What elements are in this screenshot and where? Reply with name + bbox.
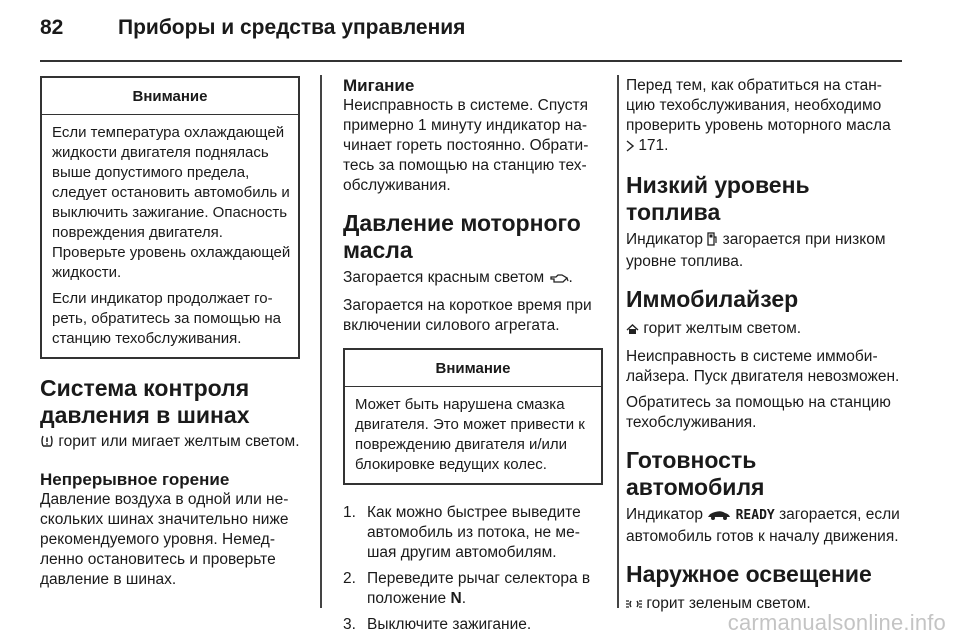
fuel-heading: Низкий уровень топлива xyxy=(626,172,810,225)
tire-pressure-icon xyxy=(40,434,54,454)
blink-text: Неисправность в системе. Спустя примерно 1 минуту индикатор начинает гореть постоянно. Обратитесь за помощью на станцию техобслуживания. xyxy=(343,97,589,194)
arrow-ref-icon xyxy=(626,138,634,158)
immobilizer-icon xyxy=(626,321,639,341)
ready-text: Индикатор xyxy=(626,506,703,523)
fuel-text: Индикатор xyxy=(626,231,703,248)
oil-text-end: . xyxy=(568,269,573,286)
blink-heading: Мигание xyxy=(343,76,415,95)
column-middle xyxy=(343,76,603,641)
car-icon xyxy=(707,507,731,527)
intro-text: Перед тем, как обратиться на станцию техобслуживания, необходимо проверить уровень моторного масла xyxy=(626,77,891,134)
oil-pressure-heading: Давление моторного масла xyxy=(343,210,581,263)
page-header xyxy=(0,0,960,62)
page-number: 82 xyxy=(40,16,64,39)
column-left xyxy=(40,76,300,590)
fuel-text-end: загорается при низком уровне топлива. xyxy=(626,231,886,270)
column-divider xyxy=(320,75,322,608)
warning-box-title: Внимание xyxy=(42,78,298,115)
warning-box xyxy=(343,348,603,485)
immobilizer-text-3: Обратитесь за помощью на станцию техобслуживания. xyxy=(626,394,891,431)
oil-can-icon xyxy=(549,270,569,290)
oil-text: Загорается красным светом xyxy=(343,269,545,286)
warning-paragraph: Может быть нарушена смазка двигателя. Это может привести к повреждению двигателя и/или блокировке ведущих колес. xyxy=(355,396,585,473)
immobilizer-text: горит желтым светом. xyxy=(643,320,802,337)
list-item: 3. Выключите зажигание. xyxy=(343,616,532,633)
continuous-text: Давление воздуха в одной или нескольких шинах значительно ниже рекомендуемого уровня. Немедленно остановитесь и проверьте давление в шинах. xyxy=(40,491,289,588)
tire-pressure-heading: Система контроля давления в шинах xyxy=(40,375,250,428)
ready-label: READY xyxy=(735,508,775,523)
continuous-heading: Непрерывное горение xyxy=(40,470,230,489)
oil-text-2: Загорается на короткое время при включении силового агрегата. xyxy=(343,297,592,334)
ready-text-end: загорается, если автомобиль готов к началу движения. xyxy=(626,506,900,545)
tire-pressure-text: горит или мигает желтым светом. xyxy=(58,433,300,450)
exterior-lighting-heading: Наружное освещение xyxy=(626,561,872,587)
immobilizer-text-2: Неисправность в системе иммобилайзера. Пуск двигателя невозможен. xyxy=(626,348,900,385)
warning-paragraph: Если температура охлаждающей жидкости двигателя поднялась выше допустимого предела, следует остановить автомобиль и выключить зажигание. Опасность повреждения двигателя. Проверьте уровень охлаждающей жидкости. xyxy=(52,124,291,281)
warning-box-title: Внимание xyxy=(345,350,601,387)
watermark: carmanualsonline.info xyxy=(727,610,946,635)
ready-heading: Готовность автомобиля xyxy=(626,447,765,500)
steps-list xyxy=(343,503,603,635)
exterior-lighting-text: горит зеленым светом. xyxy=(646,595,811,612)
warning-box xyxy=(40,76,300,359)
page-title: Приборы и средства управления xyxy=(118,16,466,39)
column-divider xyxy=(617,75,619,608)
immobilizer-heading: Иммобилайзер xyxy=(626,286,799,312)
warning-paragraph: Если индикатор продолжает гореть, обратитесь за помощью на станцию техобслуживания. xyxy=(52,290,281,347)
header-rule xyxy=(40,60,902,62)
fuel-pump-icon xyxy=(707,232,718,252)
page-reference: 171. xyxy=(638,137,669,154)
column-right xyxy=(626,76,901,616)
list-item: 1. Как можно быстрее выведите автомобиль из потока, не мешая другим автомобилям. xyxy=(343,504,581,561)
list-item: 2. Переведите рычаг селектора в положение N. xyxy=(343,570,591,607)
parking-lights-icon xyxy=(626,596,642,616)
